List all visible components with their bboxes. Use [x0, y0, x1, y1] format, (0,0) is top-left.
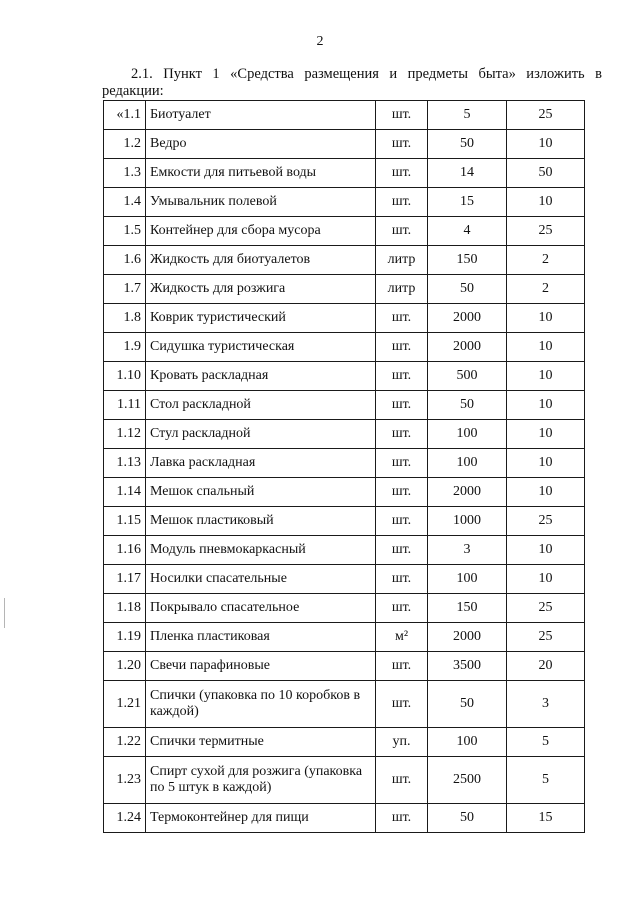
item-norm-cell: 15 — [507, 804, 585, 833]
item-number-cell: 1.16 — [104, 536, 146, 565]
item-unit-cell: уп. — [376, 728, 428, 757]
item-unit-cell: шт. — [376, 217, 428, 246]
table-row — [104, 275, 585, 304]
item-name-cell: Покрывало спасательное — [146, 594, 376, 623]
item-unit-cell: шт. — [376, 536, 428, 565]
item-quantity-cell: 14 — [428, 159, 507, 188]
item-number-cell: 1.5 — [104, 217, 146, 246]
table-row — [104, 101, 585, 130]
item-name-cell: Модуль пневмокаркасный — [146, 536, 376, 565]
item-quantity-cell: 3500 — [428, 652, 507, 681]
item-unit-cell: шт. — [376, 420, 428, 449]
item-norm-cell: 3 — [507, 681, 585, 728]
item-quantity-cell: 50 — [428, 391, 507, 420]
table-row — [104, 188, 585, 217]
table-row — [104, 246, 585, 275]
item-unit-cell: литр — [376, 246, 428, 275]
item-quantity-cell: 15 — [428, 188, 507, 217]
item-unit-cell: шт. — [376, 188, 428, 217]
item-name-cell: Ведро — [146, 130, 376, 159]
item-norm-cell: 10 — [507, 188, 585, 217]
item-unit-cell: шт. — [376, 362, 428, 391]
item-quantity-cell: 50 — [428, 130, 507, 159]
table-row — [104, 478, 585, 507]
item-name-cell: Пленка пластиковая — [146, 623, 376, 652]
item-name-cell: Кровать раскладная — [146, 362, 376, 391]
item-unit-cell: шт. — [376, 652, 428, 681]
item-unit-cell: шт. — [376, 507, 428, 536]
item-quantity-cell: 50 — [428, 804, 507, 833]
item-name-cell: Термоконтейнер для пищи — [146, 804, 376, 833]
item-number-cell: 1.3 — [104, 159, 146, 188]
item-name-cell: Умывальник полевой — [146, 188, 376, 217]
item-name-cell: Спирт сухой для розжига (упаковка по 5 штук в каждой) — [146, 757, 376, 804]
item-number-cell: 1.19 — [104, 623, 146, 652]
item-number-cell: 1.22 — [104, 728, 146, 757]
item-norm-cell: 10 — [507, 565, 585, 594]
item-unit-cell: шт. — [376, 757, 428, 804]
item-number-cell: 1.2 — [104, 130, 146, 159]
item-name-cell: Биотуалет — [146, 101, 376, 130]
table-row — [104, 362, 585, 391]
page-number: 2 — [316, 34, 324, 49]
item-unit-cell: шт. — [376, 565, 428, 594]
table-row — [104, 594, 585, 623]
item-quantity-cell: 50 — [428, 681, 507, 728]
item-number-cell: 1.23 — [104, 757, 146, 804]
table-row — [104, 652, 585, 681]
item-number-cell: 1.7 — [104, 275, 146, 304]
table-row — [104, 130, 585, 159]
item-number-cell: 1.4 — [104, 188, 146, 217]
item-norm-cell: 50 — [507, 159, 585, 188]
item-quantity-cell: 3 — [428, 536, 507, 565]
item-norm-cell: 25 — [507, 594, 585, 623]
item-name-cell: Свечи парафиновые — [146, 652, 376, 681]
table-row — [104, 681, 585, 728]
intro-paragraph — [102, 66, 602, 100]
item-number-cell: 1.24 — [104, 804, 146, 833]
item-quantity-cell: 100 — [428, 728, 507, 757]
item-name-cell: Лавка раскладная — [146, 449, 376, 478]
item-unit-cell: шт. — [376, 333, 428, 362]
item-number-cell: 1.14 — [104, 478, 146, 507]
item-norm-cell: 25 — [507, 101, 585, 130]
intro-line-2: редакции: — [102, 83, 164, 99]
item-norm-cell: 2 — [507, 246, 585, 275]
item-name-cell: Стул раскладной — [146, 420, 376, 449]
item-quantity-cell: 2000 — [428, 623, 507, 652]
table-row — [104, 507, 585, 536]
item-unit-cell: шт. — [376, 304, 428, 333]
table-row — [104, 420, 585, 449]
item-number-cell: 1.11 — [104, 391, 146, 420]
item-norm-cell: 5 — [507, 728, 585, 757]
item-quantity-cell: 150 — [428, 594, 507, 623]
table-row — [104, 304, 585, 333]
table-row — [104, 449, 585, 478]
item-name-cell: Коврик туристический — [146, 304, 376, 333]
item-unit-cell: м² — [376, 623, 428, 652]
table-row — [104, 757, 585, 804]
item-unit-cell: шт. — [376, 391, 428, 420]
item-quantity-cell: 1000 — [428, 507, 507, 536]
item-name-cell: Жидкость для розжига — [146, 275, 376, 304]
item-unit-cell: шт. — [376, 449, 428, 478]
item-unit-cell: литр — [376, 275, 428, 304]
item-name-cell: Мешок спальный — [146, 478, 376, 507]
item-name-cell: Спички (упаковка по 10 коробков в каждой) — [146, 681, 376, 728]
item-quantity-cell: 500 — [428, 362, 507, 391]
item-norm-cell: 25 — [507, 507, 585, 536]
item-norm-cell: 25 — [507, 217, 585, 246]
item-name-cell: Сидушка туристическая — [146, 333, 376, 362]
item-quantity-cell: 4 — [428, 217, 507, 246]
item-number-cell: 1.20 — [104, 652, 146, 681]
item-quantity-cell: 100 — [428, 565, 507, 594]
item-norm-cell: 5 — [507, 757, 585, 804]
item-name-cell: Жидкость для биотуалетов — [146, 246, 376, 275]
item-norm-cell: 10 — [507, 304, 585, 333]
item-quantity-cell: 50 — [428, 275, 507, 304]
item-norm-cell: 25 — [507, 623, 585, 652]
table-row — [104, 536, 585, 565]
item-norm-cell: 10 — [507, 478, 585, 507]
item-number-cell: 1.13 — [104, 449, 146, 478]
item-norm-cell: 10 — [507, 333, 585, 362]
item-name-cell: Спички термитные — [146, 728, 376, 757]
item-norm-cell: 10 — [507, 420, 585, 449]
item-name-cell: Контейнер для сбора мусора — [146, 217, 376, 246]
item-name-cell: Носилки спасательные — [146, 565, 376, 594]
item-name-cell: Емкости для питьевой воды — [146, 159, 376, 188]
table-row — [104, 804, 585, 833]
item-unit-cell: шт. — [376, 478, 428, 507]
item-norm-cell: 10 — [507, 391, 585, 420]
table-row — [104, 623, 585, 652]
item-number-cell: 1.18 — [104, 594, 146, 623]
item-number-cell: 1.15 — [104, 507, 146, 536]
item-number-cell: 1.6 — [104, 246, 146, 275]
item-norm-cell: 10 — [507, 130, 585, 159]
item-number-cell: 1.10 — [104, 362, 146, 391]
item-unit-cell: шт. — [376, 130, 428, 159]
table-row — [104, 391, 585, 420]
item-quantity-cell: 2000 — [428, 333, 507, 362]
scan-edge-mark — [4, 598, 5, 628]
item-norm-cell: 2 — [507, 275, 585, 304]
item-number-cell: 1.8 — [104, 304, 146, 333]
item-norm-cell: 10 — [507, 362, 585, 391]
item-unit-cell: шт. — [376, 101, 428, 130]
item-quantity-cell: 5 — [428, 101, 507, 130]
item-unit-cell: шт. — [376, 804, 428, 833]
table-row — [104, 565, 585, 594]
item-number-cell: 1.9 — [104, 333, 146, 362]
item-quantity-cell: 2000 — [428, 304, 507, 333]
table-row — [104, 159, 585, 188]
table-row — [104, 333, 585, 362]
item-name-cell: Мешок пластиковый — [146, 507, 376, 536]
item-number-cell: 1.21 — [104, 681, 146, 728]
item-norm-cell: 10 — [507, 449, 585, 478]
item-quantity-cell: 2500 — [428, 757, 507, 804]
item-quantity-cell: 2000 — [428, 478, 507, 507]
item-name-cell: Стол раскладной — [146, 391, 376, 420]
item-norm-cell: 10 — [507, 536, 585, 565]
item-unit-cell: шт. — [376, 159, 428, 188]
item-quantity-cell: 150 — [428, 246, 507, 275]
item-unit-cell: шт. — [376, 594, 428, 623]
item-quantity-cell: 100 — [428, 420, 507, 449]
item-norm-cell: 20 — [507, 652, 585, 681]
item-number-cell: «1.1 — [104, 101, 146, 130]
items-table — [103, 100, 585, 833]
table-row — [104, 217, 585, 246]
item-number-cell: 1.17 — [104, 565, 146, 594]
table-row — [104, 728, 585, 757]
items-table-body — [104, 101, 585, 833]
item-number-cell: 1.12 — [104, 420, 146, 449]
item-unit-cell: шт. — [376, 681, 428, 728]
item-quantity-cell: 100 — [428, 449, 507, 478]
intro-line-1: 2.1. Пункт 1 «Средства размещения и предметы быта» изложить в — [131, 66, 602, 82]
